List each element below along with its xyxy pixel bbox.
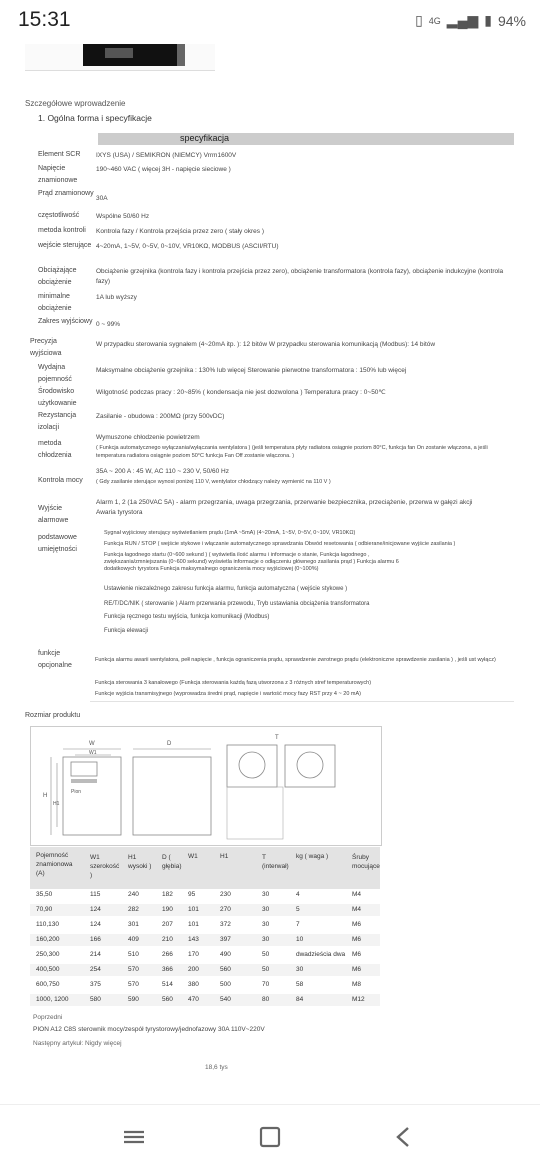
diagram-d: D — [167, 741, 172, 747]
column-header: Pojemność znamionowa (A) — [36, 852, 73, 877]
table-cell: M4 — [352, 891, 362, 898]
table-cell: dwadzieścia dwa — [296, 951, 346, 958]
table-row — [30, 934, 380, 946]
table-row — [30, 994, 380, 1006]
table-cell: 366 — [162, 966, 173, 973]
diagram-h1: H1 — [53, 801, 60, 807]
table-cell: 182 — [162, 891, 173, 898]
table-row — [30, 919, 380, 931]
signal-icon: ▂▄▆ — [446, 12, 479, 28]
table-cell: 250,300 — [36, 951, 60, 958]
table-cell: 600,750 — [36, 981, 60, 988]
table-cell: 570 — [128, 981, 139, 988]
table-cell: 282 — [128, 906, 139, 913]
table-cell: 50 — [262, 951, 270, 958]
skill-item: Ustawienie niezależnego zakresu funkcja alarmu, funkcja automatyczna ( wejście stykowe ) — [104, 586, 348, 592]
spec-value: Alarm 1, 2 (1a 250VAC 5A) - alarm przegrzania, uwaga przegrzania, przerwanie bezpiecznika, przeciążenie, przerwa w gałęzi akcji — [96, 499, 473, 506]
spec-value: Kontrola fazy / Kontrola przejścia przez zero ( stały okres ) — [96, 228, 264, 235]
table-cell: 397 — [220, 936, 231, 943]
table-row — [30, 964, 380, 976]
table-cell: 30 — [262, 921, 270, 928]
table-cell: 380 — [188, 981, 199, 988]
table-cell: 560 — [162, 996, 173, 1003]
column-header: H1 wysoki ) — [128, 854, 152, 870]
spec-label: podstawowe umiejętności — [38, 534, 77, 553]
spec-label: Wyjście alarmowe — [38, 505, 69, 524]
spec-label: Precyzja wyjściowa — [30, 338, 62, 357]
table-cell: 190 — [162, 906, 173, 913]
table-cell: 58 — [296, 981, 304, 988]
spec-value: 30A — [96, 195, 108, 202]
table-cell: 375 — [90, 981, 101, 988]
table-cell: 30 — [262, 906, 270, 913]
diagram-w: W — [89, 741, 95, 747]
table-cell: 230 — [220, 891, 231, 898]
table-cell: 50 — [262, 966, 270, 973]
table-cell: 254 — [90, 966, 101, 973]
column-header: W1 — [188, 853, 198, 860]
table-cell: 70,90 — [36, 906, 53, 913]
table-cell: 240 — [128, 891, 139, 898]
table-row — [30, 889, 380, 901]
skill-item: Funkcja ręcznego testu wyjścia, funkcja komunikacji (Modbus) — [104, 614, 270, 620]
table-cell: 266 — [162, 951, 173, 958]
spec-value: Wilgotność podczas pracy : 20~85% ( kondensacja nie jest dozwolona ) Temperatura pracy : 0~50℃ — [96, 389, 386, 396]
table-cell: 570 — [128, 966, 139, 973]
skill-item: RE/T/DC/NIK ( sterowanie ) Alarm przerwania przewodu, Tryb ustawiania obciążenia transformatora — [104, 601, 370, 607]
table-cell: 124 — [90, 906, 101, 913]
table-cell: M12 — [352, 996, 365, 1003]
table-cell: 200 — [188, 966, 199, 973]
table-cell: 214 — [90, 951, 101, 958]
spec-label: Prąd znamionowy — [38, 190, 94, 197]
table-cell: 500 — [220, 981, 231, 988]
table-cell: 10 — [296, 936, 304, 943]
spec-value: W przypadku sterowania sygnałem (4~20mA itp. ): 12 bitów W przypadku sterowania komunikacją (Modbus): 14 bitów — [96, 341, 436, 348]
table-cell: 270 — [220, 906, 231, 913]
dimension-diagram — [30, 726, 382, 846]
network-type: 4G — [428, 15, 441, 26]
table-cell: 4 — [296, 891, 300, 898]
spec-value: Wymuszone chłodzenie powietrzem — [96, 434, 200, 441]
table-cell: 590 — [128, 996, 139, 1003]
battery-icon: ▮ — [484, 12, 492, 28]
table-cell: 166 — [90, 936, 101, 943]
dimensions-title: Rozmiar produktu — [25, 712, 81, 719]
spec-table-header — [98, 133, 514, 145]
table-cell: 301 — [128, 921, 139, 928]
spec-value: 0 ~ 99% — [96, 321, 121, 328]
next-article[interactable]: Następny artykuł: Nigdy więcej — [33, 1040, 122, 1047]
optional-item: Funkcja sterowania 3 kanałowego (Funkcja sterowania każdą fazą utworzona z 3 różnych stref temperaturowych) — [95, 680, 372, 686]
spec-label: wejście sterujące — [38, 242, 92, 249]
column-header: Śruby mocujące — [352, 854, 380, 870]
table-cell: M6 — [352, 921, 362, 928]
table-cell: 160,200 — [36, 936, 60, 943]
optional-item: Funkcje wyjścia transmisyjnego (wyprowadza średni prąd, napięcie i wartość mocy fazy RST przy 4 ~ 20 mA) — [95, 691, 361, 697]
column-header: kg ( waga ) — [296, 853, 329, 860]
table-cell: 30 — [296, 966, 304, 973]
back-icon[interactable] — [386, 1119, 422, 1155]
table-cell: 7 — [296, 921, 300, 928]
spec-label: Rezystancja izolacji — [38, 412, 77, 431]
spec-value-detail: ( Funkcja automatycznego wyłączania/wyłączania wentylatora ) (jeśli temperatura płyty radiatora osiągnie poziom 80°C, funkcja fan On zostanie włączona, a jeśli temperatura radiatora osiągnie poziom 50°C funkcja Fan Off zostanie włączona. ) — [96, 445, 488, 459]
table-cell: 210 — [162, 936, 173, 943]
table-row — [30, 979, 380, 991]
table-cell: 110,130 — [36, 921, 60, 928]
prev-product-link[interactable]: PION A12 C8S sterownik mocy/zespół tyrystorowy/jednofazowy 30A 110V~220V — [33, 1026, 265, 1033]
column-header: D ( głębia) — [162, 854, 182, 870]
optional-item: Funkcja alarmu awarii wentylatora, pełł napięcie , funkcja ograniczenia prądu, sprawdzenie zwrotnego prądu (elektroniczne sprawdzenie zasilania ) , jeśli ust wyłącz) — [95, 657, 496, 663]
diagram-w1: W1 — [89, 750, 97, 756]
subsection-title: 1. Ogólna forma i specyfikacje — [38, 113, 152, 123]
status-bar — [0, 0, 540, 44]
view-count: 18,6 tys — [205, 1064, 228, 1071]
spec-value: Maksymalne obciążenie grzejnika : 130% lub więcej Sterowanie pierwotne transformatora : 150% lub więcej — [96, 367, 407, 374]
section-title: Szczegółowe wprowadzenie — [25, 99, 126, 108]
table-cell: 372 — [220, 921, 231, 928]
vibrate-icon: ▯ — [415, 12, 423, 28]
table-cell: 490 — [220, 951, 231, 958]
table-cell: M6 — [352, 966, 362, 973]
spec-header-label: specyfikacja — [180, 133, 230, 143]
optional-label: funkcje opcjonalne — [38, 650, 72, 669]
spec-value-detail: Awaria tyrystora — [96, 509, 143, 516]
table-cell: 30 — [262, 936, 270, 943]
diagram-brand: Pion — [71, 789, 82, 795]
spec-label: metoda kontroli — [38, 227, 86, 234]
spec-label: Zakres wyjściowy — [38, 318, 93, 325]
spec-value: 4~20mA, 1~5V, 0~5V, 0~10V, VR10KΩ, MODBUS (ASCII/RTU) — [96, 243, 279, 250]
spec-value: 1A lub wyższy — [96, 294, 137, 301]
home-icon[interactable] — [252, 1119, 288, 1155]
table-cell: 80 — [262, 996, 270, 1003]
table-cell: 207 — [162, 921, 173, 928]
spec-label: Wydajna pojemność — [38, 364, 72, 383]
battery-level: 94% — [497, 12, 526, 29]
table-cell: 560 — [220, 966, 231, 973]
table-cell: 124 — [90, 921, 101, 928]
table-cell: 70 — [262, 981, 270, 988]
table-cell: 170 — [188, 951, 199, 958]
table-cell: 540 — [220, 996, 231, 1003]
column-header: H1 — [220, 853, 229, 860]
spec-label: Element SCR — [38, 151, 81, 158]
table-cell: 470 — [188, 996, 199, 1003]
table-cell: 409 — [128, 936, 139, 943]
table-cell: 35,50 — [36, 891, 53, 898]
table-cell: 101 — [188, 921, 199, 928]
spec-label: Obciążające obciążenie — [38, 267, 77, 286]
status-time: 15:31 — [18, 8, 71, 31]
spec-label: częstotliwość — [38, 212, 80, 219]
table-cell: 580 — [90, 996, 101, 1003]
table-cell: 400,500 — [36, 966, 60, 973]
table-cell: M8 — [352, 981, 362, 988]
table-cell: 30 — [262, 891, 270, 898]
table-cell: 1000, 1200 — [36, 996, 69, 1003]
table-row — [30, 904, 380, 916]
table-cell: 101 — [188, 906, 199, 913]
table-cell: M4 — [352, 906, 362, 913]
spec-value-detail: ( Gdy zasilanie sterujące wynosi poniżej 110 V, wentylator chłodzący należy wymienić na 110 V ) — [96, 479, 331, 485]
diagram-t: T — [275, 735, 279, 741]
spec-label: Kontrola mocy — [38, 477, 83, 484]
page-content[interactable] — [0, 44, 540, 1104]
table-cell: M6 — [352, 936, 362, 943]
table-cell: M6 — [352, 951, 362, 958]
spec-label: minimalne obciążenie — [38, 293, 72, 312]
product-image — [25, 44, 215, 71]
column-header: T (interwał) — [262, 854, 289, 870]
spec-value: Wspólne 50/60 Hz — [96, 213, 150, 220]
skill-item: Funkcja elewacji — [104, 628, 149, 634]
skill-item: Funkcja łagodnego startu (0~600 sekund ) ( wyświetla ilość alarmu i informacje o stanie, Funkcja łagodnego , zwiększania/zmniejszania (0~600 sekund) wyświetla informacje o odłączeniu głównego zasilania prąd ) Funkcja alarmu 6 dodatkowych tyrystora Funkcja maksymalnego ograniczenia mocy wyjściowej (0~100%) — [104, 552, 399, 572]
table-cell: 514 — [162, 981, 173, 988]
table-cell: 84 — [296, 996, 304, 1003]
spec-value: 190~460 VAC ( więcej 3H - napięcie sieciowe ) — [96, 166, 231, 173]
prev-label: Poprzedni — [33, 1014, 63, 1021]
table-cell: 5 — [296, 906, 300, 913]
spec-value: IXYS (USA) / SEMIKRON (NIEMCY) Vrrm1600V — [96, 152, 237, 159]
recent-apps-icon[interactable] — [116, 1119, 152, 1155]
spec-label: metoda chłodzenia — [38, 440, 72, 459]
spec-value: Obciążenie grzejnika (kontrola fazy i kontrola przejścia przez zero), obciążenie transformatora (kontrola fazy), obciążenie indukcyjne (kontrola fazy) — [96, 268, 504, 285]
spec-value: Sygnał wyjściowy sterujący wyświetlaniem prądu (1mA ~5mA) (4~20mA, 1~5V, 0~5V, 0~10V, VR10KΩ) — [104, 530, 356, 536]
spec-value: 35A ~ 200 A : 45 W, AC 110 ~ 230 V, 50/60 Hz — [96, 468, 229, 475]
spec-label: Środowisko użytkowanie — [38, 388, 77, 407]
diagram-h: H — [43, 793, 48, 799]
column-header: W1 szerokość ) — [90, 854, 120, 879]
spec-value: Zasilanie - obudowa : 200MΩ (przy 500vDC) — [96, 413, 225, 420]
table-cell: 95 — [188, 891, 196, 898]
table-cell: 510 — [128, 951, 139, 958]
navigation-bar — [0, 1104, 540, 1171]
status-icons — [415, 12, 526, 29]
spec-label: Napięcie znamionowe — [38, 165, 78, 184]
table-cell: 143 — [188, 936, 199, 943]
skill-item: Funkcja RUN / STOP ( wejście stykowe i włączanie automatycznego sprawdzania Obwód resetowania ( odbierane/inicjowane wyjście zasilania ) — [104, 541, 456, 547]
table-cell: 115 — [90, 891, 101, 898]
